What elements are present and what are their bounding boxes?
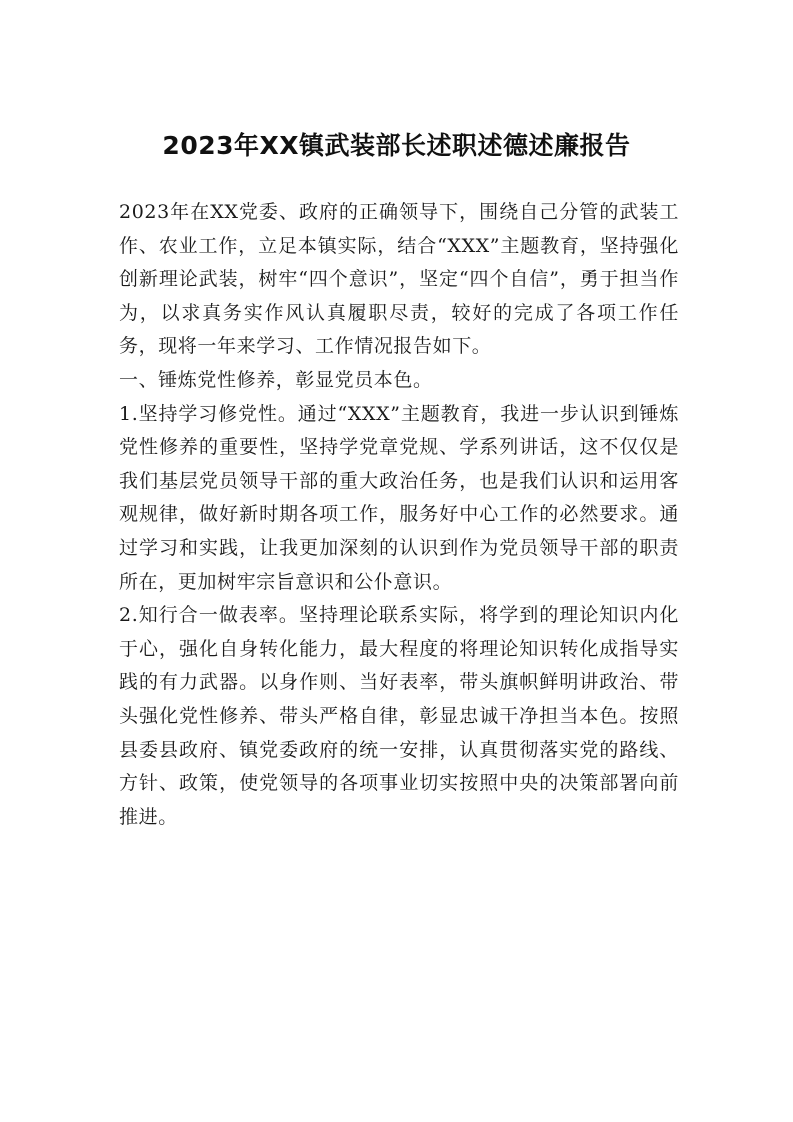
- item-paragraph-2: 2.知行合一做表率。坚持理论联系实际，将学到的理论知识内化于心，强化自身转化能力，最大程度的将理论知识转化成指导实践的有力武器。以身作则、当好表率，带头旗帜鲜明讲政治、带头强化党性修养、带头严格自律，彰显忠诚干净担当本色。按照县委县政府、镇党委政府的统一安排，认真贯彻落实党的路线、方针、政策，使党领导的各项事业切实按照中央的决策部署向前推进。: [119, 604, 679, 828]
- intro-paragraph: 2023年在XX党委、政府的正确领导下，围绕自己分管的武装工作、农业工作，立足本镇实际，结合“XXX”主题教育，坚持强化创新理论武装，树牢“四个意识”，坚定“四个自信”，勇于担当作为，以求真务实作风认真履职尽责，较好的完成了各项工作任务，现将一年来学习、工作情况报告如下。: [119, 201, 679, 358]
- document-body: [119, 196, 679, 834]
- section-heading-1: 一、锤炼党性修养，彰显党员本色。: [119, 368, 433, 391]
- document-title: 2023年XX镇武装部长述职述德述廉报告: [162, 131, 631, 160]
- item-paragraph-1: 1.坚持学习修党性。通过“XXX”主题教育，我进一步认识到锤炼党性修养的重要性，坚持学党章党规、学系列讲话，这不仅仅是我们基层党员领导干部的重大政治任务，也是我们认识和运用客观规律，做好新时期各项工作，服务好中心工作的必然要求。通过学习和实践，让我更加深刻的认识到作为党员领导干部的职责所在，更加树牢宗旨意识和公仆意识。: [119, 402, 679, 593]
